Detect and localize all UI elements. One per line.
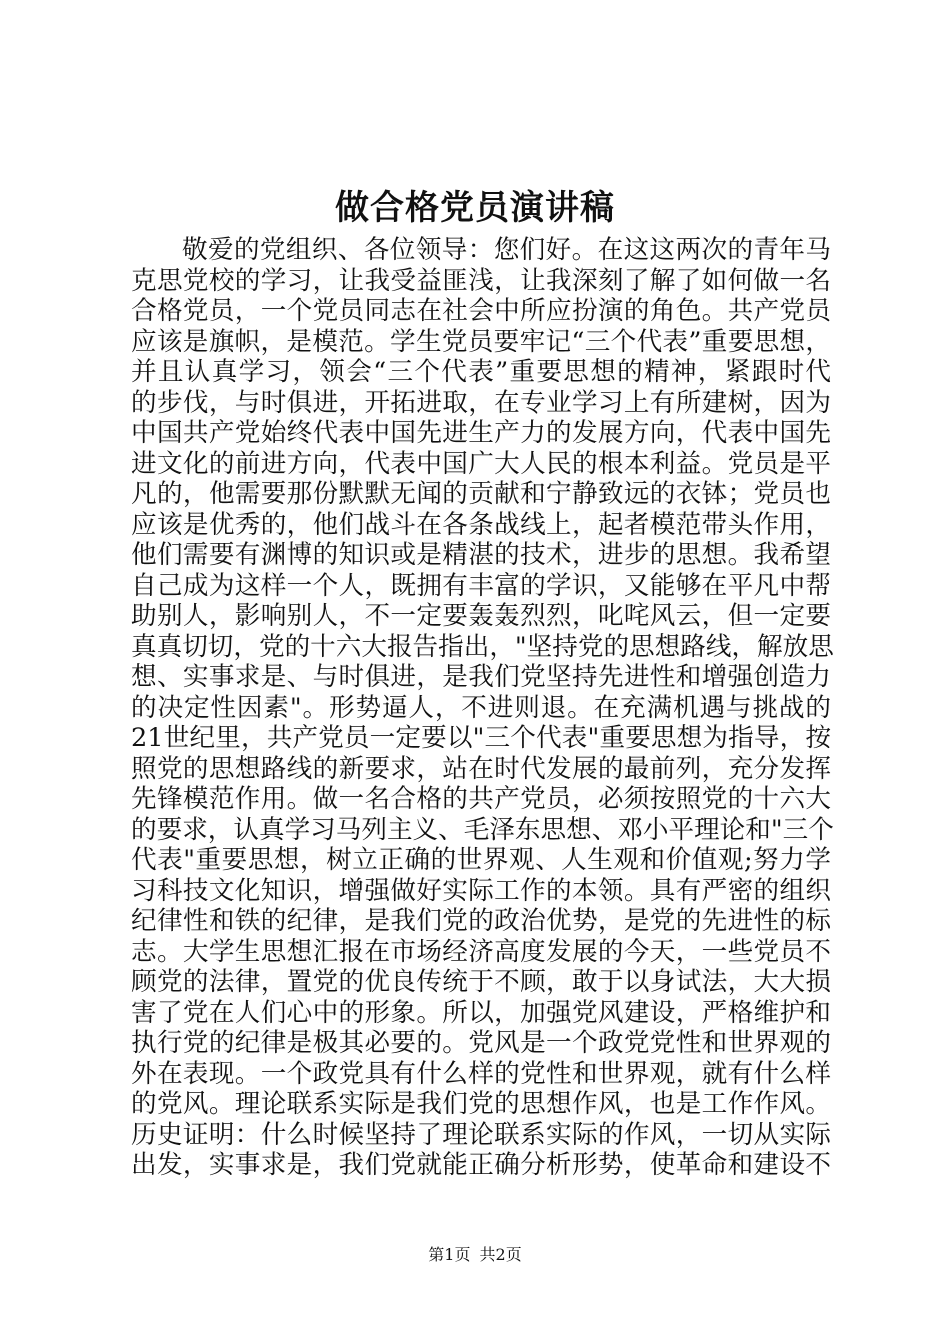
body-line: 的要求，认真学习马列主义、毛泽东思想、邓小平理论和"三个 (131, 814, 834, 845)
body-line: 外在表现。一个政党具有什么样的党性和世界观，就有什么样 (131, 1058, 831, 1089)
body-line: 他们需要有渊博的知识或是精湛的技术，进步的思想。我希望 (131, 540, 831, 570)
body-line: 先锋模范作用。做一名合格的共产党员，必须按照党的十六大 (131, 784, 831, 814)
body-line: 自己成为这样一个人，既拥有丰富的学识，又能够在平凡中帮 (131, 570, 831, 601)
body-line: 志。大学生思想汇报在市场经济高度发展的今天，一些党员不 (131, 936, 831, 967)
page-total: 共2页 (479, 1245, 522, 1264)
document-body (131, 235, 834, 1181)
body-line: 害了党在人们心中的形象。所以，加强党风建设，严格维护和 (131, 997, 831, 1028)
body-line: 出发，实事求是，我们党就能正确分析形势，使革命和建设不 (131, 1150, 831, 1180)
page-footer (0, 1245, 950, 1265)
body-line: 真真切切，党的十六大报告指出，"坚持党的思想路线，解放思 (131, 631, 834, 662)
body-line: 的决定性因素"。形势逼人，不进则退。在充满机遇与挑战的 (131, 692, 831, 723)
body-line: 想、实事求是、与时俱进，是我们党坚持先进性和增强创造力 (131, 662, 831, 692)
body-line: 的党风。理论联系实际是我们党的思想作风，也是工作作风。 (131, 1089, 831, 1119)
body-line: 凡的，他需要那份默默无闻的贡献和宁静致远的衣钵；党员也 (131, 479, 831, 509)
body-line: 应该是旗帜，是模范。学生党员要牢记“三个代表”重要思想， (131, 326, 831, 357)
body-line: 习科技文化知识，增强做好实际工作的本领。具有严密的组织 (131, 875, 831, 906)
body-line: 克思党校的学习，让我受益匪浅，让我深刻了解了如何做一名 (131, 265, 831, 296)
body-line: 助别人，影响别人，不一定要轰轰烈烈，叱咤风云，但一定要 (131, 601, 831, 631)
body-line: 21世纪里，共产党员一定要以"三个代表"重要思想为指导，按 (131, 723, 831, 753)
body-line: 执行党的纪律是极其必要的。党风是一个政党党性和世界观的 (131, 1028, 831, 1058)
body-line: 照党的思想路线的新要求，站在时代发展的最前列，充分发挥 (131, 753, 831, 784)
body-line: 并且认真学习，领会“三个代表”重要思想的精神，紧跟时代 (131, 357, 831, 387)
body-line: 合格党员，一个党员同志在社会中所应扮演的角色。共产党员 (131, 296, 831, 326)
body-line: 进文化的前进方向，代表中国广大人民的根本利益。党员是平 (131, 448, 831, 479)
body-line: 纪律性和铁的纪律，是我们党的政治优势，是党的先进性的标 (131, 906, 831, 936)
body-line: 顾党的法律，置党的优良传统于不顾，敢于以身试法，大大损 (131, 967, 831, 997)
body-line: 的步伐，与时俱进，开拓进取，在专业学习上有所建树，因为 (131, 387, 831, 418)
body-line: 中国共产党始终代表中国先进生产力的发展方向，代表中国先 (131, 418, 831, 448)
body-line: 应该是优秀的，他们战斗在各条战线上，起者模范带头作用， (131, 509, 831, 540)
document-title: 做合格党员演讲稿 (335, 188, 615, 228)
body-line: 代表"重要思想，树立正确的世界观、人生观和价值观;努力学 (131, 845, 831, 875)
page-number: 第1页 (428, 1245, 471, 1264)
body-line: 敬爱的党组织、各位领导：您们好。在这这两次的青年马 (182, 235, 831, 265)
body-line: 历史证明：什么时候坚持了理论联系实际的作风，一切从实际 (131, 1119, 831, 1150)
